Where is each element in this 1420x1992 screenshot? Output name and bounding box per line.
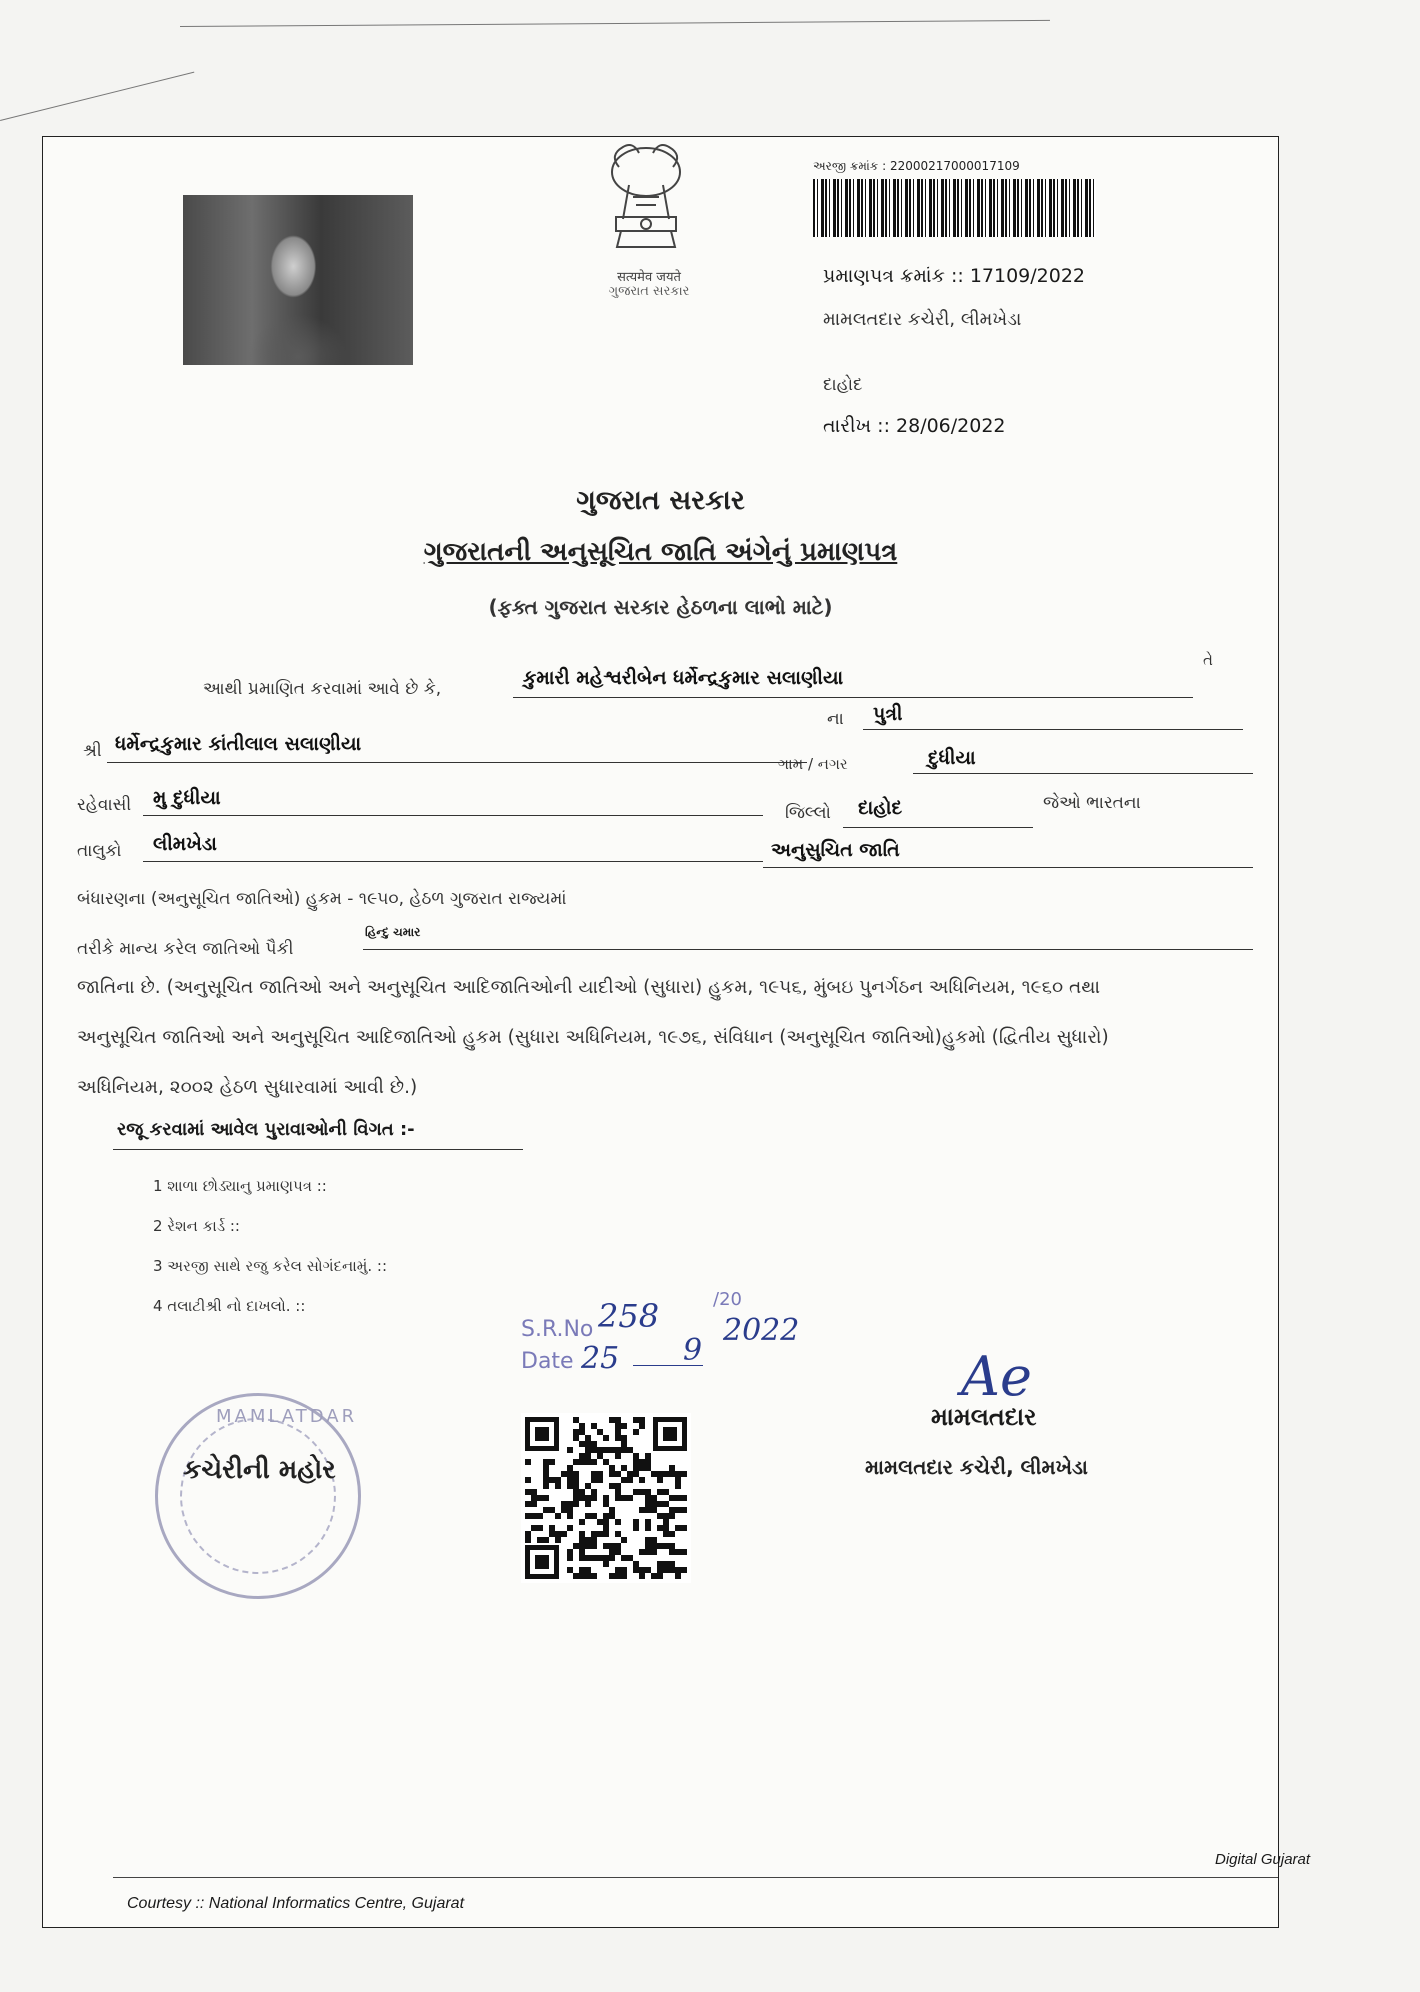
scan-edge-line [0, 72, 194, 121]
evidence-item: 4 તલાટીશ્રી નો દાખલો. :: [153, 1297, 306, 1315]
issuing-district: દાહોદ [823, 375, 863, 395]
barcode [813, 179, 1096, 237]
underline [763, 867, 1253, 868]
qr-code-icon [521, 1413, 691, 1583]
stamp-date-label: Date [521, 1349, 574, 1374]
bharat-label: જેઓ ભારતના [1043, 793, 1141, 813]
evidence-item: 1 શાળા છોડ્યાનુ પ્રમાણપત્ર :: [153, 1177, 327, 1195]
applicant-photo [183, 195, 413, 365]
stamp-year: 2022 [723, 1313, 800, 1348]
evidence-heading: રજૂ કરવામાં આવેલ પુરાવાઓની વિગત :- [117, 1119, 415, 1140]
constitution-text: બંધારણના (અનુસૂચિત જાતિઓ) હુકમ - ૧૯૫૦, હેઠળ ગુજરાત રાજ્યમાં [77, 889, 567, 909]
legal-paragraph [77, 963, 1227, 1113]
underline [107, 762, 807, 763]
shri-label: શ્રી [83, 741, 102, 761]
taluka-label: તાલુકો [77, 841, 122, 861]
caste-category: અનુસુચિત જાતિ [771, 839, 900, 861]
underline [363, 949, 1253, 950]
certificate-subheading: (ફક્ત ગુજરાત સરકાર હેઠળના લાભો માટે) [488, 595, 833, 619]
village-label: ગામ / નગર [778, 755, 848, 773]
district: દાહોદ [858, 797, 903, 819]
district-label: જિલ્લો [785, 803, 831, 823]
ashoka-emblem-icon [571, 137, 721, 267]
stamp-day: 25 [581, 1341, 620, 1376]
te-label: તે [1203, 651, 1213, 669]
seal-label: કચેરીની મહોર [183, 1455, 336, 1485]
issue-date-label: તારીખ :: [823, 415, 897, 437]
certificate-page [42, 136, 1311, 1928]
resident-label: રહેવાસી [77, 795, 132, 815]
evidence-item: 2 રેશન કાર્ડ :: [153, 1217, 240, 1235]
government-title: ગુજરાત સરકાર [576, 485, 745, 516]
resident: મુ દુધીયા [153, 787, 221, 809]
father-name: ધર્મેન્દ્રકુમાર કાંતીલાલ સલાણીયા [115, 733, 362, 755]
candidate-name: કુમારી મહેશ્વરીબેન ધર્મેન્દ્રકુમાર સલાણીયા [523, 667, 844, 689]
seal-ring-text: MAMLATDAR [216, 1406, 358, 1427]
legal-paragraph-line: જાતિના છે. (અનુસૂચિત જાતિઓ અને અનુસૂચિત આદિજાતિઓની યાદીઓ (સુધારા) હુકમ, ૧૯૫૬, મુંબઇ પુનર્ગઠન અધિનિયમ, ૧૯૬૦ તથા [77, 977, 1100, 998]
stamp-year-printed: /20 [713, 1289, 742, 1310]
application-number: અરજી ક્રમાંક : 22000217000017109 [813, 159, 1020, 173]
pen-stroke [633, 1365, 703, 1366]
office-seal [155, 1393, 361, 1599]
signature: Ae [961, 1345, 1032, 1408]
underline [843, 827, 1033, 828]
recognized-label: તરીકે માન્ય કરેલ જાતિઓ પૈકી [77, 939, 294, 959]
evidence-item: 3 અરજી સાથે રજુ કરેલ સોગંદનામું. :: [153, 1257, 388, 1275]
issue-date: 28/06/2022 [896, 415, 1006, 437]
caste: હિન્દુ ચમાર [365, 925, 421, 939]
seal-inner-ring [180, 1418, 336, 1574]
digital-gujarat-label: Digital Gujarat [1215, 1851, 1311, 1868]
underline [513, 697, 1193, 698]
certify-label: આથી પ્રમાણિત કરવામાં આવે છે કે, [203, 679, 442, 699]
relation: પુત્રી [873, 703, 903, 725]
emblem-caption: ગુજરાત સરકાર [608, 284, 690, 299]
certificate-number: 17109/2022 [969, 265, 1086, 287]
state-emblem [571, 137, 721, 307]
issue-date-row [823, 415, 1006, 437]
emblem-motto: सत्यमेव जयते [617, 270, 681, 285]
village: દુધીયા [928, 747, 976, 769]
legal-paragraph-line: અધિનિયમ, ૨૦૦૨ હેઠળ સુધારવામાં આવી છે.) [77, 1077, 418, 1098]
na-label: ના [827, 709, 844, 729]
signatory-title: મામલતદાર [931, 1403, 1037, 1431]
certificate-number-label: પ્રમાણપત્ર ક્રમાંક :: [823, 265, 970, 287]
footer-divider [113, 1877, 1278, 1878]
signatory-office: મામલતદાર કચેરી, લીમખેડા [865, 1455, 1088, 1479]
taluka: લીમખેડા [153, 833, 217, 855]
issuing-office: મામલતદાર કચેરી, લીમખેડા [823, 309, 1022, 330]
stamp-sr-number: 258 [598, 1297, 660, 1335]
certificate-heading: ગુજરાતની અનુસૂચિત જાતિ અંગેનું પ્રમાણપત્ર [423, 537, 898, 567]
certificate-number-row [823, 265, 1085, 287]
stamp-sr-label: S.R.No [521, 1317, 594, 1342]
legal-paragraph-line: અનુસૂચિત જાતિઓ અને અનુસૂચિત આદિજાતિઓ હુકમ (સુધારા અધિનિયમ, ૧૯૭૬, સંવિધાન (અનુસૂચિત જાતિઓ)હુકમો (દ્વિતીય સુધારો) [77, 1027, 1109, 1048]
underline [913, 773, 1253, 774]
underline [143, 861, 763, 862]
stamp-month: 9 [683, 1333, 703, 1368]
underline [863, 729, 1243, 730]
courtesy-label: Courtesy :: National Informatics Centre, Gujarat [127, 1895, 465, 1912]
underline [113, 1149, 523, 1150]
scan-edge-line [180, 20, 1050, 27]
underline [143, 815, 763, 816]
qr-code [521, 1413, 691, 1583]
